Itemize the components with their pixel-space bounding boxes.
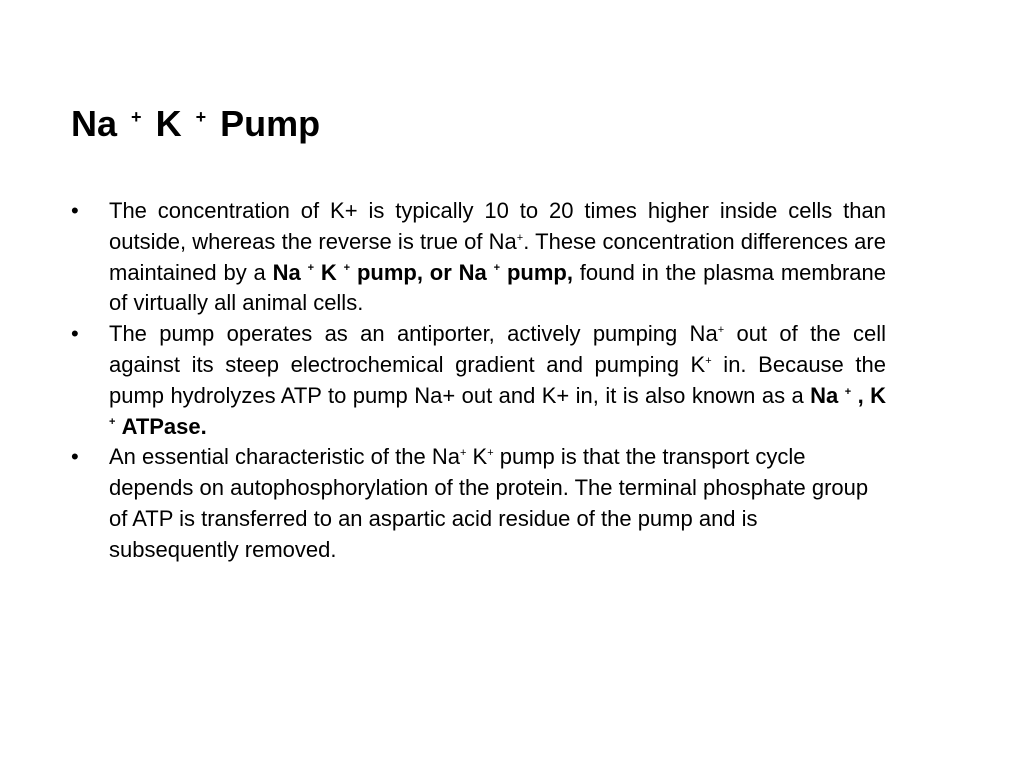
bullet-marker: • (71, 444, 79, 470)
bold-term: pump, (506, 259, 573, 285)
bullet-text: K (466, 444, 488, 470)
superscript: + (131, 106, 142, 127)
bullet-text: . These concentration differences are maintained by a (109, 228, 886, 285)
slide-title (71, 102, 320, 146)
bullet-item (71, 442, 869, 565)
bullet-item (71, 319, 886, 442)
bullet-marker: • (71, 321, 79, 347)
bullet-text: An essential characteristic of the Na (109, 444, 460, 470)
bold-term: Na (272, 259, 301, 285)
title-text: Pump (220, 103, 321, 144)
title-text: K (155, 103, 182, 144)
bullet-text: found in the plasma membrane of virtually all animal cells. (109, 259, 887, 316)
bullet-item (71, 196, 886, 319)
bold-term: , K (857, 382, 886, 408)
superscript: + (516, 231, 524, 244)
superscript: + (307, 262, 315, 275)
bullet-text: The concentration of K+ is typically 10 to 20 times higher inside cells than outside, whereas the reverse is true of Na (109, 198, 886, 254)
bold-term: pump, or Na (356, 259, 487, 285)
superscript: + (343, 262, 351, 275)
superscript: + (705, 354, 712, 367)
superscript: + (844, 385, 852, 398)
superscript: + (717, 323, 725, 336)
bullet-text: out of the cell against its steep electrochemical gradient and pumping K (109, 321, 886, 377)
bold-term: Na (810, 382, 839, 408)
bullet-marker: • (71, 198, 79, 223)
title-text: Na (71, 103, 118, 144)
bold-term: ATPase. (121, 413, 207, 439)
superscript: + (487, 447, 494, 460)
bullet-list (71, 196, 886, 566)
bold-term: K (320, 259, 337, 285)
bullet-text: pump is that the transport cycle depends on autophosphorylation of the protein. The terminal phosphate group of ATP is transferred to an aspartic acid residue of the pump and is subsequently removed. (109, 444, 869, 562)
superscript: + (109, 416, 116, 429)
bullet-text: The pump operates as an antiporter, actively pumping Na (109, 321, 718, 347)
bullet-text: in. Because the pump hydrolyzes ATP to pump Na+ out and K+ in, it is also known as a (109, 351, 886, 408)
superscript: + (493, 262, 501, 275)
superscript: + (459, 447, 467, 460)
superscript: + (195, 106, 207, 127)
